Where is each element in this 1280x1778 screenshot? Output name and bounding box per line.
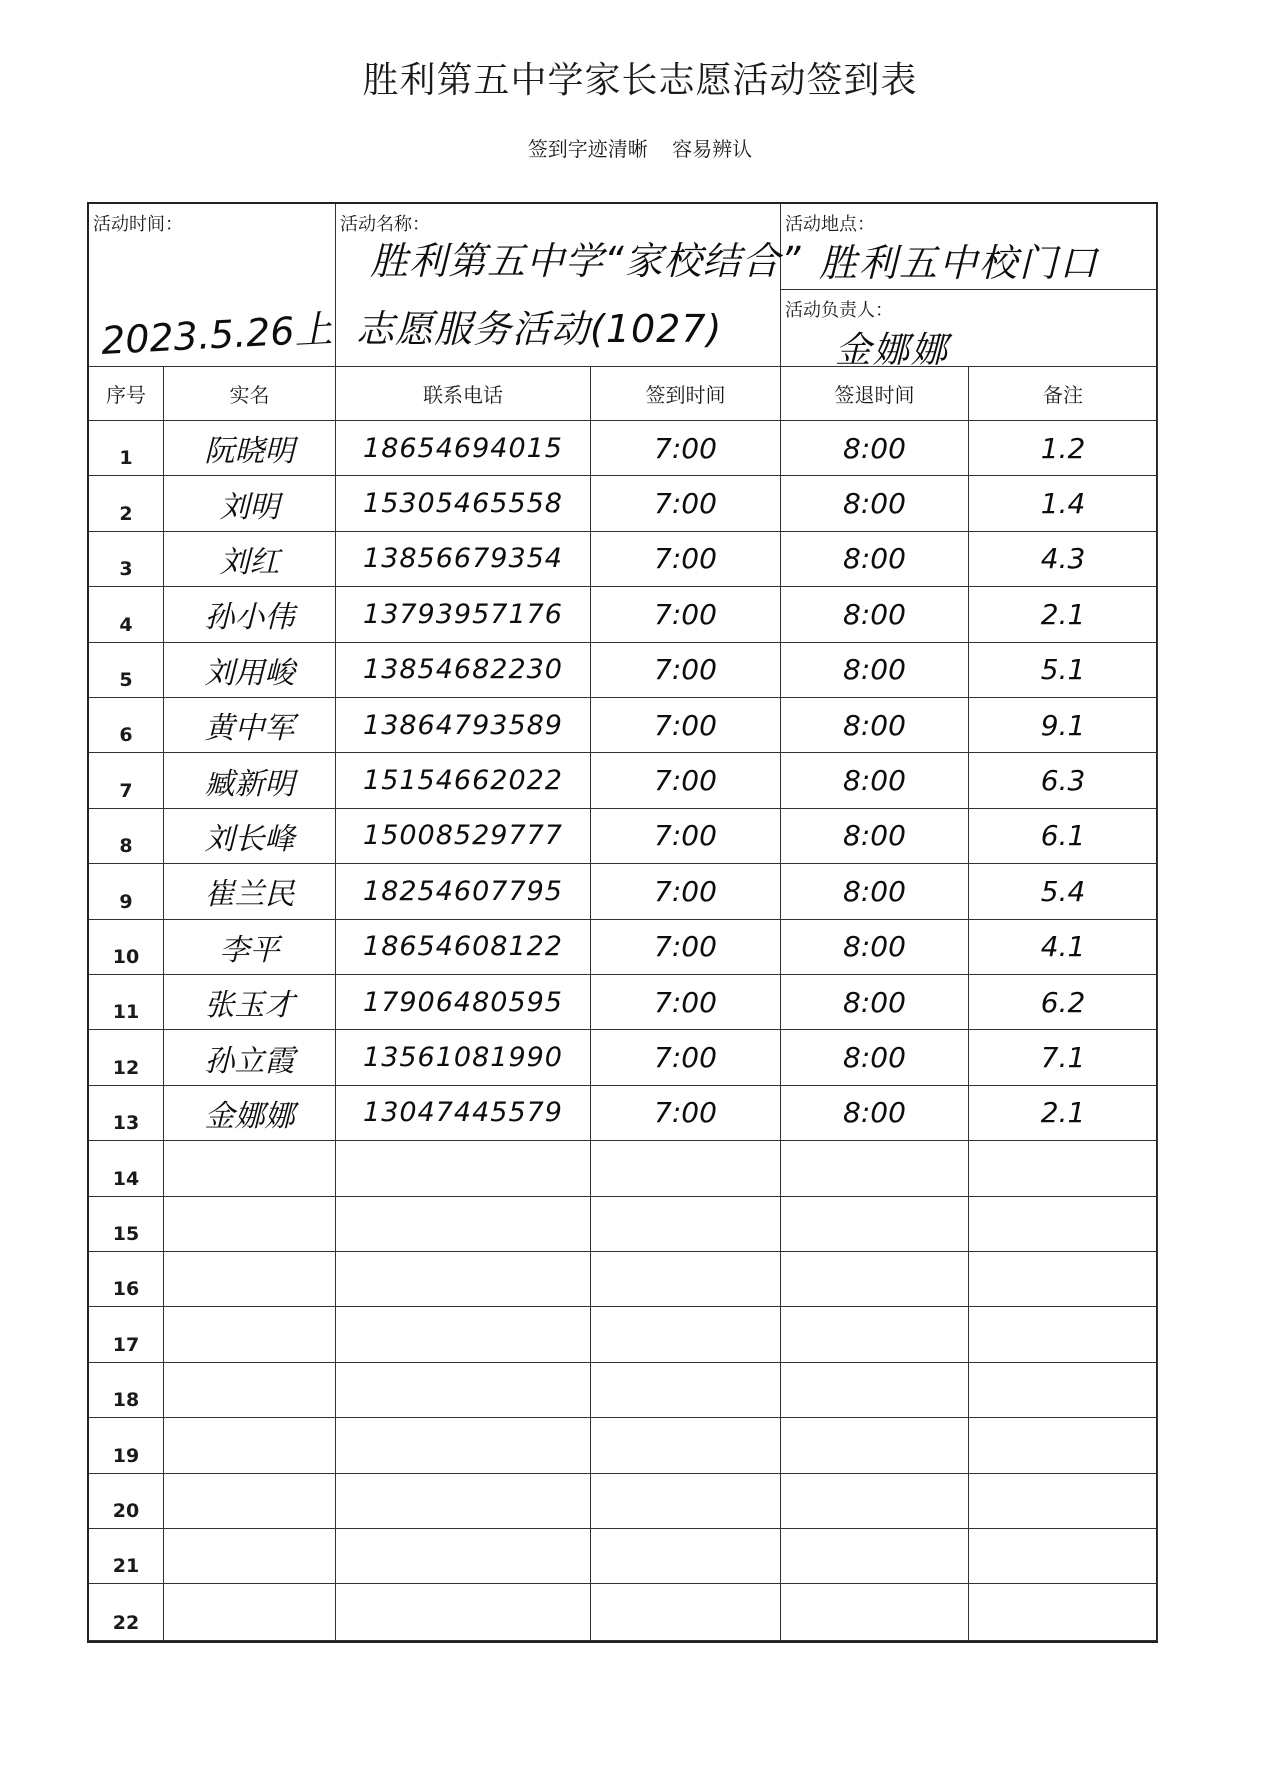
sign-out-cell: 8:00: [781, 753, 969, 808]
sign-in-cell: 7:00: [591, 1030, 781, 1085]
phone-cell: 15008529777: [336, 809, 591, 864]
sign-in-cell: 7:00: [591, 975, 781, 1030]
sign-out-cell: 8:00: [781, 476, 969, 531]
row-number: 8: [89, 809, 164, 864]
name-cell: 刘明: [164, 476, 336, 531]
name-cell: [164, 1584, 336, 1641]
sign-in-cell: 7:00: [591, 698, 781, 753]
phone-cell: 13561081990: [336, 1030, 591, 1085]
row-number: 3: [89, 532, 164, 587]
name-cell: [164, 1474, 336, 1529]
sign-out-cell: [781, 1418, 969, 1473]
remark-cell: [969, 1584, 1158, 1641]
remark-cell: 1.2: [969, 421, 1158, 476]
sign-out-cell: 8:00: [781, 698, 969, 753]
name-cell: 黄中军: [164, 698, 336, 753]
sign-in-cell: 7:00: [591, 587, 781, 642]
row-number: 15: [89, 1197, 164, 1252]
phone-cell: [336, 1363, 591, 1418]
remark-cell: 5.1: [969, 643, 1158, 698]
activity-place-label: 活动地点：: [785, 214, 875, 235]
phone-cell: 17906480595: [336, 975, 591, 1030]
activity-leader-label: 活动负责人：: [785, 300, 893, 321]
remark-cell: 6.2: [969, 975, 1158, 1030]
col-header-name: 实名: [164, 367, 336, 421]
phone-cell: 18654694015: [336, 421, 591, 476]
row-number: 10: [89, 920, 164, 975]
row-number: 11: [89, 975, 164, 1030]
name-cell: 崔兰民: [164, 864, 336, 919]
sign-in-cell: 7:00: [591, 1086, 781, 1141]
name-cell: 臧新明: [164, 753, 336, 808]
row-number: 7: [89, 753, 164, 808]
remark-cell: [969, 1418, 1158, 1473]
phone-cell: [336, 1418, 591, 1473]
remark-cell: [969, 1307, 1158, 1362]
sign-out-cell: [781, 1363, 969, 1418]
remark-cell: 1.4: [969, 476, 1158, 531]
sign-out-cell: 8:00: [781, 587, 969, 642]
sign-in-cell: 7:00: [591, 809, 781, 864]
remark-cell: [969, 1141, 1158, 1196]
sign-in-cell: [591, 1529, 781, 1584]
name-cell: 阮晓明: [164, 421, 336, 476]
name-cell: [164, 1363, 336, 1418]
sign-out-cell: [781, 1141, 969, 1196]
row-number: 2: [89, 476, 164, 531]
remark-cell: 6.1: [969, 809, 1158, 864]
phone-cell: [336, 1252, 591, 1307]
col-header-remark: 备注: [969, 367, 1158, 421]
col-header-no: 序号: [89, 367, 164, 421]
activity-name-cell: [336, 204, 802, 367]
phone-cell: [336, 1474, 591, 1529]
name-cell: [164, 1529, 336, 1584]
remark-cell: [969, 1197, 1158, 1252]
sign-in-cell: 7:00: [591, 864, 781, 919]
sign-in-cell: [591, 1363, 781, 1418]
sign-in-cell: [591, 1307, 781, 1362]
remark-cell: [969, 1363, 1158, 1418]
row-number: 6: [89, 698, 164, 753]
page-subtitle: 签到字迹清晰 容易辨认: [527, 137, 753, 161]
activity-leader-value: 金娜娜: [835, 330, 950, 371]
remark-cell: [969, 1252, 1158, 1307]
sign-out-cell: 8:00: [781, 920, 969, 975]
phone-cell: [336, 1141, 591, 1196]
phone-cell: [336, 1307, 591, 1362]
name-cell: [164, 1252, 336, 1307]
sign-out-cell: [781, 1307, 969, 1362]
phone-cell: [336, 1584, 591, 1641]
row-number: 22: [89, 1584, 164, 1641]
col-header-phone: 联系电话: [336, 367, 591, 421]
sign-in-cell: [591, 1197, 781, 1252]
row-number: 4: [89, 587, 164, 642]
activity-place-cell: [781, 204, 1158, 290]
name-cell: 刘长峰: [164, 809, 336, 864]
sign-out-cell: 8:00: [781, 1030, 969, 1085]
sign-in-cell: 7:00: [591, 532, 781, 587]
sign-out-cell: [781, 1584, 969, 1641]
remark-cell: 4.1: [969, 920, 1158, 975]
row-number: 1: [89, 421, 164, 476]
sign-out-cell: [781, 1252, 969, 1307]
page-title: 胜利第五中学家长志愿活动签到表: [362, 60, 918, 101]
row-number: 17: [89, 1307, 164, 1362]
sign-out-cell: 8:00: [781, 532, 969, 587]
sign-out-cell: 8:00: [781, 421, 969, 476]
activity-place-value: 胜利五中校门口: [819, 241, 1100, 285]
sign-in-cell: 7:00: [591, 753, 781, 808]
sign-out-cell: 8:00: [781, 975, 969, 1030]
phone-cell: 13793957176: [336, 587, 591, 642]
sign-in-cell: 7:00: [591, 476, 781, 531]
name-cell: [164, 1141, 336, 1196]
sign-out-cell: 8:00: [781, 809, 969, 864]
remark-cell: 5.4: [969, 864, 1158, 919]
row-number: 12: [89, 1030, 164, 1085]
row-number: 16: [89, 1252, 164, 1307]
name-cell: 孙小伟: [164, 587, 336, 642]
activity-leader-cell: [781, 290, 1158, 371]
sign-in-sheet: [87, 202, 1158, 1643]
name-cell: 张玉才: [164, 975, 336, 1030]
sign-out-cell: [781, 1197, 969, 1252]
sign-in-cell: [591, 1474, 781, 1529]
sign-in-cell: [591, 1584, 781, 1641]
remark-cell: 7.1: [969, 1030, 1158, 1085]
row-number: 9: [89, 864, 164, 919]
row-number: 14: [89, 1141, 164, 1196]
phone-cell: 15305465558: [336, 476, 591, 531]
sign-in-cell: [591, 1418, 781, 1473]
phone-cell: 13856679354: [336, 532, 591, 587]
sign-out-cell: 8:00: [781, 643, 969, 698]
name-cell: 刘用峻: [164, 643, 336, 698]
name-cell: 孙立霞: [164, 1030, 336, 1085]
row-number: 13: [89, 1086, 164, 1141]
remark-cell: 2.1: [969, 1086, 1158, 1141]
sign-out-cell: 8:00: [781, 1086, 969, 1141]
col-header-sign-in: 签到时间: [591, 367, 781, 421]
remark-cell: [969, 1474, 1158, 1529]
row-number: 20: [89, 1474, 164, 1529]
activity-time-value: 2023.5.26上: [100, 306, 334, 363]
remark-cell: 9.1: [969, 698, 1158, 753]
name-cell: 刘红: [164, 532, 336, 587]
name-cell: 金娜娜: [164, 1086, 336, 1141]
activity-time-label: 活动时间：: [93, 214, 183, 235]
phone-cell: 15154662022: [336, 753, 591, 808]
activity-name-line1: 胜利第五中学“家校结合”: [370, 239, 802, 283]
phone-cell: [336, 1529, 591, 1584]
remark-cell: 2.1: [969, 587, 1158, 642]
phone-cell: 13047445579: [336, 1086, 591, 1141]
sign-in-cell: 7:00: [591, 643, 781, 698]
activity-name-label: 活动名称：: [340, 214, 430, 235]
sign-out-cell: [781, 1529, 969, 1584]
name-cell: [164, 1307, 336, 1362]
phone-cell: 13854682230: [336, 643, 591, 698]
sign-in-cell: [591, 1252, 781, 1307]
row-number: 21: [89, 1529, 164, 1584]
sign-in-cell: 7:00: [591, 920, 781, 975]
activity-name-line2: 志愿服务活动(1027): [356, 307, 723, 351]
sign-out-cell: [781, 1474, 969, 1529]
name-cell: [164, 1197, 336, 1252]
phone-cell: 18254607795: [336, 864, 591, 919]
col-header-sign-out: 签退时间: [781, 367, 969, 421]
remark-cell: [969, 1529, 1158, 1584]
remark-cell: 4.3: [969, 532, 1158, 587]
sign-in-cell: [591, 1141, 781, 1196]
row-number: 5: [89, 643, 164, 698]
name-cell: 李平: [164, 920, 336, 975]
name-cell: [164, 1418, 336, 1473]
phone-cell: 18654608122: [336, 920, 591, 975]
activity-time-cell: [89, 204, 336, 367]
phone-cell: 13864793589: [336, 698, 591, 753]
row-number: 19: [89, 1418, 164, 1473]
sign-in-cell: 7:00: [591, 421, 781, 476]
remark-cell: 6.3: [969, 753, 1158, 808]
sign-out-cell: 8:00: [781, 864, 969, 919]
row-number: 18: [89, 1363, 164, 1418]
phone-cell: [336, 1197, 591, 1252]
